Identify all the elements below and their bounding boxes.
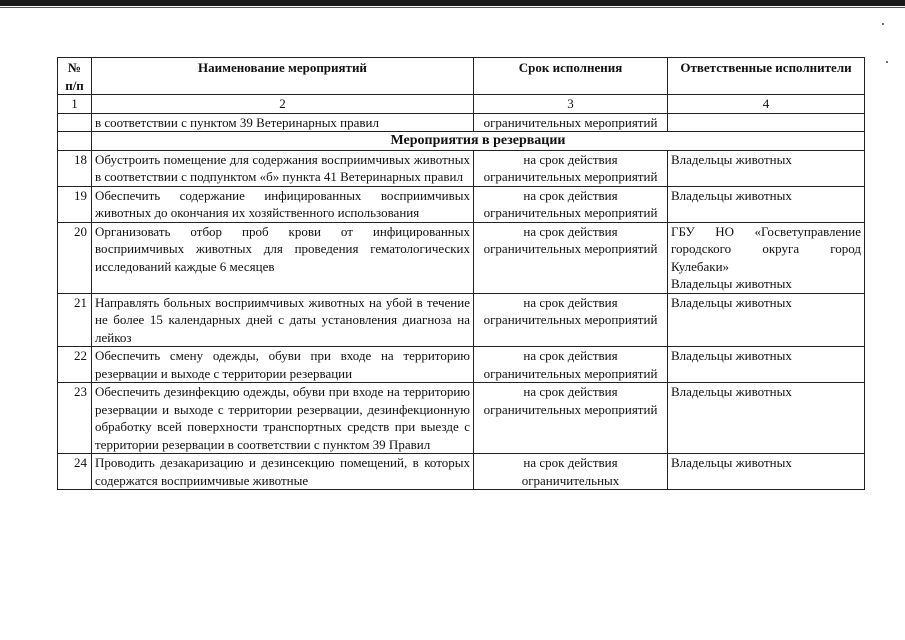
- measure-term: на срок действия ограничительных мероприятий: [474, 186, 668, 222]
- measure-responsible: Владельцы животных: [668, 293, 865, 347]
- measure-responsible: Владельцы животных: [668, 347, 865, 383]
- measure-term: ограничительных мероприятий: [474, 113, 668, 132]
- measure-term: на срок действия ограничительных: [474, 454, 668, 490]
- row-number: 22: [58, 347, 92, 383]
- measure-responsible: Владельцы животных: [668, 383, 865, 454]
- measure-responsible: Владельцы животных: [668, 454, 865, 490]
- table-row: [58, 222, 865, 293]
- table-row-continued: [58, 113, 865, 132]
- responsible-owner: Владельцы животных: [671, 276, 792, 291]
- table-header-row: [58, 58, 865, 95]
- scan-speck: [882, 23, 884, 25]
- measure-name: Обеспечить содержание инфицированных восприимчивых животных до окончания их хозяйственного использования: [92, 186, 474, 222]
- table-row: [58, 454, 865, 490]
- measure-term: на срок действия ограничительных мероприятий: [474, 222, 668, 293]
- section-title: Мероприятия в резервации: [92, 132, 865, 151]
- measure-name: Обеспечить смену одежды, обуви при входе на территорию резервации и выходе с территории резервации: [92, 347, 474, 383]
- table-row: [58, 383, 865, 454]
- measure-name: Обустроить помещение для содержания восприимчивых животных в соответствии с подпунктом «б» пункта 41 Ветеринарных правил: [92, 150, 474, 186]
- row-number: [58, 113, 92, 132]
- row-number: 21: [58, 293, 92, 347]
- responsible-org: ГБУ НО «Госветуправление городского округа город Кулебаки»: [671, 223, 861, 274]
- measure-name: в соответствии с пунктом 39 Ветеринарных правил: [92, 113, 474, 132]
- measure-name: Обеспечить дезинфекцию одежды, обуви при входе на территорию резервации и выходе с территории резервации, дезинфекционную обработку всей поверхности транспортных средств при выезде с территории резервации в соответствии с пунктом 39 Правил: [92, 383, 474, 454]
- table-row: [58, 293, 865, 347]
- measure-name: Организовать отбор проб крови от инфицированных восприимчивых животных для проведения гематологических исследований каждые 6 месяцев: [92, 222, 474, 293]
- column-number-row: [58, 95, 865, 114]
- row-number: 24: [58, 454, 92, 490]
- measure-term: на срок действия ограничительных мероприятий: [474, 347, 668, 383]
- column-number: 1: [58, 95, 92, 114]
- measures-table: [57, 57, 865, 490]
- column-number: 3: [474, 95, 668, 114]
- measure-responsible: [668, 222, 865, 293]
- measure-term: на срок действия ограничительных мероприятий: [474, 383, 668, 454]
- measure-responsible: [668, 113, 865, 132]
- table-row: [58, 150, 865, 186]
- table-row: [58, 186, 865, 222]
- column-number: 4: [668, 95, 865, 114]
- row-number: 19: [58, 186, 92, 222]
- scan-top-border-line: [0, 7, 905, 8]
- measure-name: Направлять больных восприимчивых животных на убой в течение не более 15 календарных дней с даты установления диагноза на лейкоз: [92, 293, 474, 347]
- scan-top-border: [0, 0, 905, 6]
- header-resp: Ответственные исполнители: [668, 58, 865, 95]
- scan-speck: [886, 61, 888, 63]
- section-row: [58, 132, 865, 151]
- measure-responsible: Владельцы животных: [668, 186, 865, 222]
- row-number: 18: [58, 150, 92, 186]
- measure-name: Проводить дезакаризацию и дезинсекцию помещений, в которых содержатся восприимчивые животные: [92, 454, 474, 490]
- measure-term: на срок действия ограничительных мероприятий: [474, 150, 668, 186]
- section-num-cell: [58, 132, 92, 151]
- header-name: Наименование мероприятий: [92, 58, 474, 95]
- header-term: Срок исполнения: [474, 58, 668, 95]
- row-number: 23: [58, 383, 92, 454]
- measure-responsible: Владельцы животных: [668, 150, 865, 186]
- header-num: № п/п: [58, 58, 92, 95]
- row-number: 20: [58, 222, 92, 293]
- measure-term: на срок действия ограничительных мероприятий: [474, 293, 668, 347]
- table-row: [58, 347, 865, 383]
- column-number: 2: [92, 95, 474, 114]
